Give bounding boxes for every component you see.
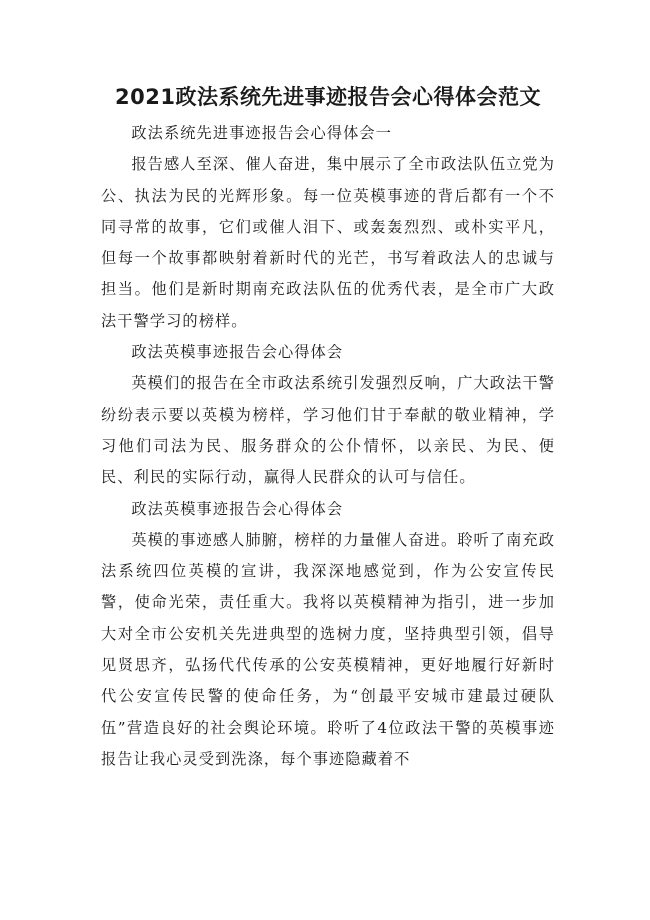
- paragraph-3: 英模的事迹感人肺腑，榜样的力量催人奋进。聆听了南充政法系统四位英模的宣讲，我深深地感觉到，作为公安宣传民警，使命光荣，责任重大。我将以英模精神为指引，进一步加大对全市公安机关先进典型的选树力度，坚持典型引领，倡导见贤思齐，弘扬代代传承的公安英模精神，更好地履行好新时代公安宣传民警的使命任务，为“创最平安城市建最过硬队伍”营造良好的社会舆论环境。聆听了4位政法干警的英模事迹报告让我心灵受到洗涤，每个事迹隐藏着不: [101, 530, 555, 768]
- document-title: 2021政法系统先进事迹报告会心得体会范文: [115, 85, 541, 109]
- document-body: [101, 118, 555, 775]
- section-heading-3: 政法英模事迹报告会心得体会: [131, 499, 344, 518]
- paragraph-1: 报告感人至深、催人奋进，集中展示了全市政法队伍立党为公、执法为民的光辉形象。每一位英模事迹的背后都有一个不同寻常的故事，它们或催人泪下、或轰轰烈烈、或朴实平凡，但每一个故事都映射着新时代的光芒，书写着政法人的忠诚与担当。他们是新时期南充政法队伍的优秀代表，是全市广大政法干警学习的榜样。: [101, 155, 555, 330]
- paragraph-2: 英模们的报告在全市政法系统引发强烈反响，广大政法干警纷纷表示要以英模为榜样，学习他们甘于奉献的敬业精神，学习他们司法为民、服务群众的公仆情怀，以亲民、为民、便民、利民的实际行动，赢得人民群众的认可与信任。: [101, 374, 555, 487]
- section-heading-1: 政法系统先进事迹报告会心得体会一: [131, 124, 392, 142]
- section-heading-2: 政法英模事迹报告会心得体会: [131, 343, 344, 362]
